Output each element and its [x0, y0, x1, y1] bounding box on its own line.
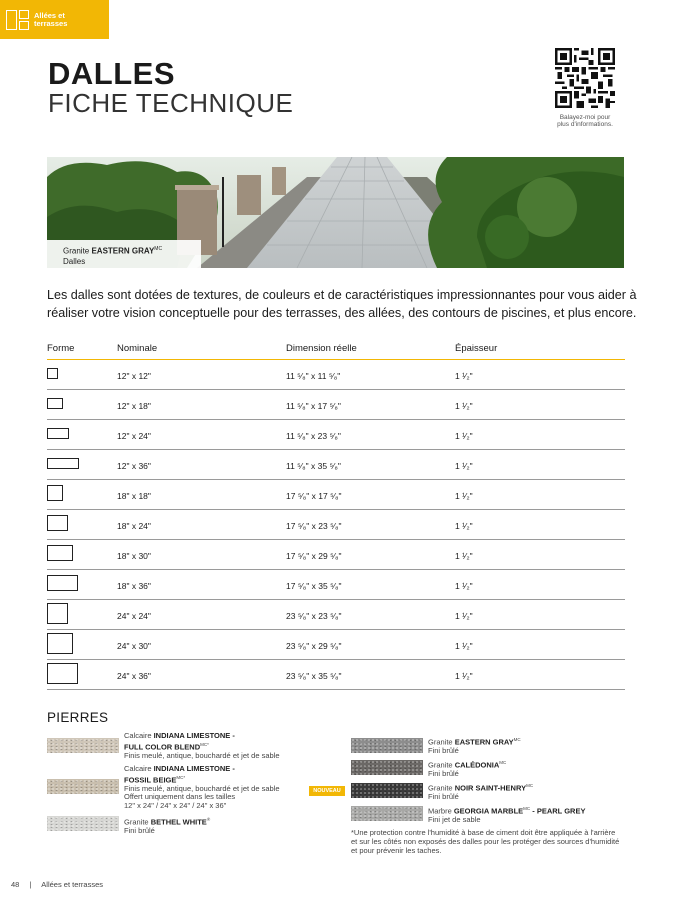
- stone-type: Calcaire: [124, 764, 154, 773]
- paving-layout-icon: [6, 8, 30, 32]
- cell-epaisseur: 1 ¹⁄₂": [455, 371, 473, 381]
- cell-dimension: 11 ⁵⁄₈" x 17 ⁵⁄₈": [286, 401, 341, 411]
- stone-finish: Fini brûlé: [428, 746, 459, 755]
- table-row: [47, 630, 625, 660]
- slab-shape-icon: [47, 663, 78, 684]
- stone-desc: [428, 759, 623, 779]
- section-tag: [0, 0, 109, 39]
- cell-nominal: 12" x 36": [117, 461, 151, 471]
- stone-type: Granite: [428, 737, 455, 747]
- qr-code-icon[interactable]: [555, 48, 615, 108]
- stone-name-suffix: - PEARL GREY: [530, 806, 586, 816]
- stone-finish: Finis meulé, antique, bouchardé et jet de sable: [124, 783, 280, 793]
- cell-nominal: 12" x 24": [117, 431, 151, 441]
- stone-name: INDIANA LIMESTONE -: [153, 764, 235, 773]
- slab-shape-icon: [47, 515, 68, 531]
- photo-caption: [47, 240, 201, 268]
- moisture-note: *Une protection contre l'humidité à base de ciment doit être appliquée à l'arrière et sur les côtés non exposés des dalles pour les protéger des sources d'humidité et pour prévenir les taches.: [351, 828, 620, 855]
- stone-name: BETHEL WHITE: [150, 817, 207, 827]
- stone-trademark: MC: [523, 806, 531, 811]
- cell-dimension: 11 ⁵⁄₈" x 35 ⁵⁄₈": [286, 461, 341, 471]
- footer-section: Allées et terrasses: [41, 880, 103, 889]
- slab-shape-icon: [47, 485, 63, 501]
- cell-nominal: 24" x 30": [117, 641, 151, 651]
- stone-swatch-indiana-fossil-beige: [47, 779, 119, 794]
- cell-epaisseur: 1 ¹⁄₂": [455, 521, 473, 531]
- table-row: [47, 600, 625, 630]
- stone-type: Granite: [428, 783, 455, 793]
- slab-shape-icon: [47, 428, 69, 439]
- cell-dimension: 17 ⁵⁄₈" x 29 ⁵⁄₈": [286, 551, 342, 561]
- table-row: [47, 360, 625, 390]
- stone-name: NOIR SAINT-HENRY: [454, 783, 527, 793]
- cell-epaisseur: 1 ¹⁄₂": [455, 461, 473, 471]
- cell-epaisseur: 1 ¹⁄₂": [455, 581, 473, 591]
- page-subtitle: FICHE TECHNIQUE: [48, 88, 294, 118]
- caption-trademark: MC: [154, 246, 163, 252]
- stone-name: EASTERN GRAY: [454, 737, 514, 747]
- cell-dimension: 23 ⁵⁄₈" x 23 ⁵⁄₈": [286, 611, 342, 621]
- stone-swatch-indiana-full-color: [47, 738, 119, 753]
- slab-shape-icon: [47, 458, 79, 469]
- cell-nominal: 18" x 36": [117, 581, 151, 591]
- stone-desc: [428, 782, 623, 802]
- stone-finish: Fini brûlé: [124, 826, 155, 835]
- page-footer: [11, 880, 103, 889]
- new-badge: NOUVEAU: [309, 786, 345, 796]
- stone-trademark: MC*: [176, 774, 186, 780]
- cell-dimension: 17 ⁵⁄₈" x 17 ⁵⁄₈": [286, 491, 342, 501]
- cell-nominal: 24" x 36": [117, 671, 151, 681]
- slab-shape-icon: [47, 575, 78, 591]
- col-nominale: Nominale: [117, 343, 158, 354]
- stone-name: CALÉDONIA: [454, 760, 500, 770]
- cell-nominal: 12" x 12": [117, 371, 151, 381]
- stone-type: Calcaire: [124, 731, 154, 740]
- cell-epaisseur: 1 ¹⁄₂": [455, 551, 473, 561]
- col-dimension: Dimension réelle: [286, 343, 357, 354]
- cell-epaisseur: 1 ¹⁄₂": [455, 491, 473, 501]
- stone-type: Granite: [428, 760, 455, 770]
- stone-desc: [124, 732, 309, 760]
- stone-trademark: MC*: [200, 741, 209, 747]
- cell-dimension: 11 ⁵⁄₈" x 23 ⁵⁄₈": [286, 431, 341, 441]
- stone-type: Granite: [124, 817, 151, 827]
- stone-availability: Offert uniquement dans les tailles: [124, 792, 236, 801]
- stone-desc: [124, 816, 309, 836]
- table-row: [47, 480, 625, 510]
- stone-name: INDIANA LIMESTONE -: [153, 731, 235, 740]
- cell-nominal: 24" x 24": [117, 611, 151, 621]
- cell-dimension: 23 ⁵⁄₈" x 35 ⁵⁄₈": [286, 671, 342, 681]
- cell-epaisseur: 1 ¹⁄₂": [455, 431, 473, 441]
- stone-swatch-eastern-gray: [351, 738, 423, 753]
- section-tag-label: Allées et terrasses: [34, 10, 68, 28]
- cell-nominal: 12" x 18": [117, 401, 151, 411]
- table-row: [47, 390, 625, 420]
- caption-product: Dalles: [63, 256, 86, 266]
- page-title: DALLES: [48, 56, 175, 91]
- stone-swatch-caledonia: [351, 760, 423, 775]
- slab-shape-icon: [47, 368, 58, 379]
- stone-name-line2: FOSSIL BEIGE: [124, 775, 177, 784]
- table-row: [47, 420, 625, 450]
- stone-swatch-georgia-marble: [351, 806, 423, 821]
- intro-paragraph: Les dalles sont dotées de textures, de couleurs et de caractéristiques impressionnantes pour vous aider à réaliser votre vision conceptuelle pour des terrasses, des allées, des contours de piscines, et plus encore.: [47, 288, 637, 320]
- slab-shape-icon: [47, 633, 73, 654]
- stone-finish: Fini brûlé: [428, 792, 459, 801]
- stone-sizes: 12" x 24" / 24" x 24" / 24" x 36": [124, 800, 227, 810]
- stone-desc: [428, 805, 623, 825]
- cell-epaisseur: 1 ¹⁄₂": [455, 671, 473, 681]
- cell-epaisseur: 1 ¹⁄₂": [455, 401, 473, 411]
- stone-desc: [428, 736, 623, 756]
- stone-name: GEORGIA MARBLE: [453, 806, 524, 816]
- stone-desc: [124, 765, 309, 810]
- col-forme: Forme: [47, 343, 75, 354]
- table-row: [47, 450, 625, 480]
- stone-name-line2: FULL COLOR BLEND: [124, 742, 201, 751]
- col-epaisseur: Épaisseur: [455, 343, 498, 354]
- cell-nominal: 18" x 30": [117, 551, 151, 561]
- stone-type: Marbre: [428, 806, 454, 816]
- cell-dimension: 23 ⁵⁄₈" x 29 ⁵⁄₈": [286, 641, 342, 651]
- stone-trademark: ®: [206, 817, 211, 822]
- table-header: [47, 342, 625, 360]
- table-row: [47, 540, 625, 570]
- hero-photo: [47, 157, 624, 268]
- cell-nominal: 18" x 24": [117, 521, 151, 531]
- table-row: [47, 510, 625, 540]
- footer-separator: |: [29, 880, 32, 889]
- cell-nominal: 18" x 18": [117, 491, 151, 501]
- table-row: [47, 570, 625, 600]
- table-row: [47, 660, 625, 690]
- cell-epaisseur: 1 ¹⁄₂": [455, 611, 473, 621]
- slab-shape-icon: [47, 398, 63, 409]
- cell-epaisseur: 1 ¹⁄₂": [455, 641, 473, 651]
- slab-shape-icon: [47, 603, 68, 624]
- stone-trademark: MC: [513, 737, 521, 742]
- slab-shape-icon: [47, 545, 73, 561]
- stone-swatch-noir-saint-henry: [351, 783, 423, 798]
- cell-dimension: 17 ⁵⁄₈" x 23 ⁵⁄₈": [286, 521, 342, 531]
- cell-dimension: 17 ⁵⁄₈" x 35 ⁵⁄₈": [286, 581, 342, 591]
- stone-finish: Fini jet de sable: [428, 815, 481, 824]
- stone-trademark: MC: [526, 783, 534, 788]
- caption-prefix: Granite: [63, 246, 92, 256]
- stone-trademark: MC: [499, 760, 507, 765]
- stones-heading: PIERRES: [47, 710, 109, 725]
- qr-caption: Balayez-moi pour plus d'informations.: [557, 114, 613, 128]
- page-number: 48: [11, 880, 20, 889]
- stone-finish: Finis meulé, antique, bouchardé et jet de sable: [124, 750, 280, 760]
- stone-finish: Fini brûlé: [428, 769, 459, 778]
- stone-swatch-bethel-white: [47, 816, 119, 831]
- cell-dimension: 11 ⁵⁄₈" x 11 ⁵⁄₈": [286, 371, 341, 381]
- caption-stone-name: EASTERN GRAY: [91, 246, 155, 256]
